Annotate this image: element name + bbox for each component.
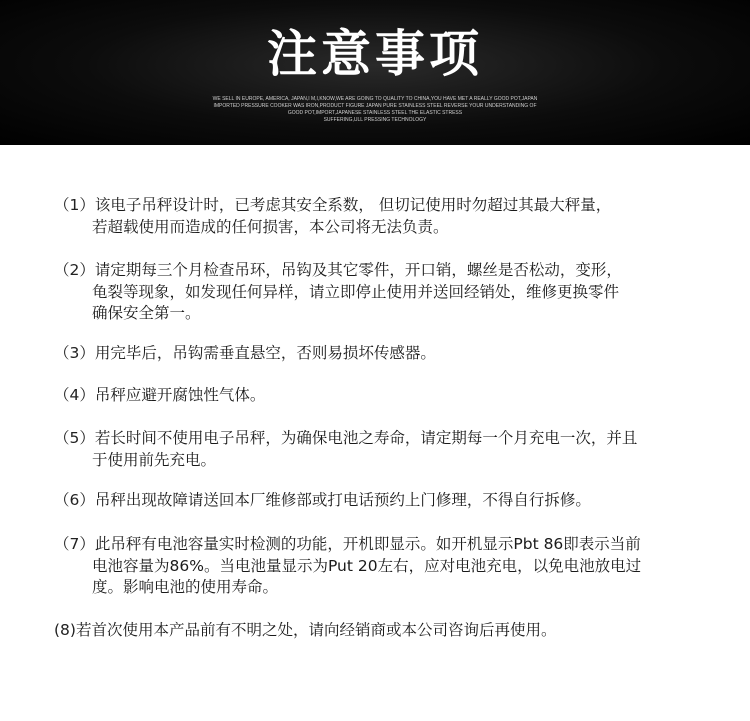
note-item-5 — [54, 428, 714, 471]
note-item-8 — [54, 620, 714, 642]
note-number: (8) — [54, 621, 76, 639]
page-title: 注意事项 — [267, 25, 483, 83]
note-text-line: 确保安全第一。 — [92, 304, 201, 322]
note-number: （7） — [54, 535, 95, 553]
note-text-line: 用完毕后，吊钩需垂直悬空，否则易损坏传感器。 — [94, 344, 436, 362]
note-text-line: 吊秤出现故障请送回本厂维修部或打电话预约上门修理，不得自行拆修。 — [94, 491, 591, 509]
note-text-line: 若长时间不使用电子吊秤，为确保电池之寿命，请定期每一个月充电一次，并且 — [94, 429, 638, 447]
note-number: （3） — [54, 344, 95, 362]
note-text-line: 度。影响电池的使用寿命。 — [92, 578, 279, 596]
note-item-4 — [54, 385, 714, 407]
note-text-line: 请定期每三个月检查吊环，吊钩及其它零件，开口销，螺丝是否松动，变形， — [94, 261, 622, 279]
header-subtext-line: GOOD POT,IMPORT,JAPANESE STAINLESS STEEL THE ELASTIC STRESS — [287, 110, 463, 116]
note-item-3 — [54, 343, 714, 365]
note-text-line: 龟裂等现象，如发现任何异样，请立即停止使用并送回经销处，维修更换零件 — [92, 282, 620, 301]
note-text-line: 于使用前先充电。 — [92, 450, 217, 469]
note-text-line: 吊秤应避开腐蚀性气体。 — [94, 386, 266, 404]
header-subtext-line: IMPORTED PRESSURE COOKER WAS IRON,PRODUCT FIGURE JAPAN PURE STAINLESS STEEL REVERSE YOUR UNDERSTANDING OF — [213, 103, 537, 109]
note-text-line: 该电子吊秤设计时，已考虑其安全系数， 但切记使用时勿超过其最大秤量， — [94, 196, 612, 214]
note-number: （1） — [54, 196, 95, 214]
note-item-6 — [54, 490, 714, 512]
note-item-1 — [54, 195, 714, 238]
note-item-7 — [54, 534, 714, 599]
header-subtext-line: WE SELL IN EUROPE, AMERICA, JAPAN,I M,I,KNOW,WE ARE GOING TO QUALITY TO CHINA,YOU HAVE MET A REALLY GOOD POT,JAPAN — [212, 96, 538, 102]
header-subtext-line: SUFFERING,ULL PRESSING TECHNOLOGY — [323, 117, 427, 123]
note-text-line: 若超载使用而造成的任何损害，本公司将无法负责。 — [92, 217, 449, 236]
note-text-line: 若首次使用本产品前有不明之处，请向经销商或本公司咨询后再使用。 — [75, 621, 557, 639]
note-number: （5） — [54, 429, 95, 447]
note-number: （2） — [54, 261, 95, 279]
note-item-2 — [54, 260, 714, 325]
note-number: （4） — [54, 386, 95, 404]
note-number: （6） — [54, 491, 95, 509]
note-text-line: 电池容量为86%。当电池量显示为Put 20左右，应对电池充电，以免电池放电过 — [92, 556, 642, 575]
note-text-line: 此吊秤有电池容量实时检测的功能，开机即显示。如开机显示Pbt 86即表示当前 — [94, 535, 641, 553]
header-banner — [0, 0, 750, 145]
